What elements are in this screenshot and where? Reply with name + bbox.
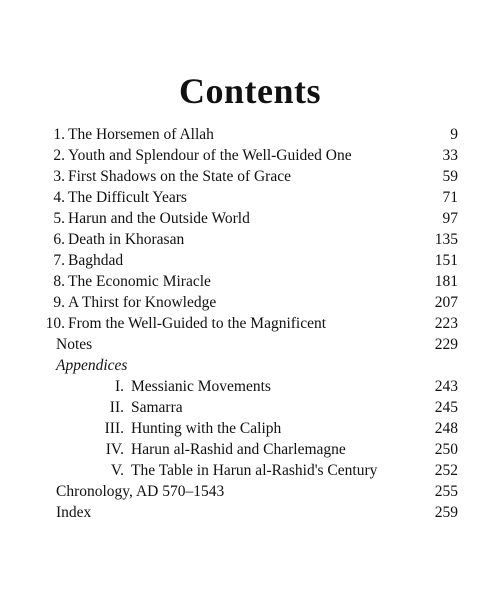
chapter-number: 1. bbox=[53, 126, 65, 143]
page-number: 259 bbox=[434, 504, 458, 521]
chapter-title: Harun and the Outside World bbox=[68, 210, 250, 227]
page-number: 59 bbox=[442, 168, 458, 185]
page-number: 248 bbox=[434, 420, 458, 437]
appendix-number: II. bbox=[109, 399, 124, 416]
chapter-number: 8. bbox=[53, 273, 65, 290]
toc-entry-chronology[interactable] bbox=[0, 481, 458, 502]
page-number: 151 bbox=[434, 252, 458, 269]
chapter-title: Baghdad bbox=[68, 252, 124, 269]
toc-entry-chapter-3[interactable] bbox=[0, 166, 458, 187]
page-number: 33 bbox=[442, 147, 458, 164]
appendices-heading-text: Appendices bbox=[56, 357, 128, 374]
chapter-number: 9. bbox=[53, 294, 65, 311]
appendix-number: V. bbox=[110, 462, 124, 479]
toc-entry-appendix-4[interactable] bbox=[0, 439, 458, 460]
chapter-title: From the Well-Guided to the Magnificent bbox=[68, 315, 327, 332]
page-number: 135 bbox=[434, 231, 458, 248]
toc-entry-chapter-6[interactable] bbox=[0, 229, 458, 250]
appendices-heading bbox=[0, 355, 458, 376]
chapter-number: 5. bbox=[53, 210, 65, 227]
toc-entry-chapter-8[interactable] bbox=[0, 271, 458, 292]
toc-entry-chapter-9[interactable] bbox=[0, 292, 458, 313]
appendix-title: The Table in Harun al-Rashid's Century bbox=[131, 462, 378, 479]
page-number: 97 bbox=[442, 210, 458, 227]
chapter-title: A Thirst for Knowledge bbox=[68, 294, 217, 311]
toc-entry-chapter-4[interactable] bbox=[0, 187, 458, 208]
chapter-number: 4. bbox=[53, 189, 65, 206]
page-number: 207 bbox=[434, 294, 458, 311]
toc-entry-chapter-1[interactable] bbox=[0, 124, 458, 145]
page-number: 250 bbox=[434, 441, 458, 458]
chapter-title: Youth and Splendour of the Well-Guided One bbox=[68, 147, 352, 164]
toc-entry-appendix-1[interactable] bbox=[0, 376, 458, 397]
toc-entry-appendix-3[interactable] bbox=[0, 418, 458, 439]
toc-entry-notes[interactable] bbox=[0, 334, 458, 355]
appendix-number: I. bbox=[114, 378, 124, 395]
entry-title: Index bbox=[56, 504, 92, 521]
page-number: 9 bbox=[450, 126, 458, 143]
page-title: Contents bbox=[178, 71, 321, 111]
toc-entry-index[interactable] bbox=[0, 502, 458, 523]
chapter-number: 10. bbox=[45, 315, 65, 332]
toc-entry-chapter-7[interactable] bbox=[0, 250, 458, 271]
chapter-title: First Shadows on the State of Grace bbox=[68, 168, 291, 185]
appendix-title: Hunting with the Caliph bbox=[131, 420, 282, 437]
toc-entry-chapter-5[interactable] bbox=[0, 208, 458, 229]
chapter-title: The Economic Miracle bbox=[68, 273, 211, 290]
toc-entry-appendix-2[interactable] bbox=[0, 397, 458, 418]
chapter-title: The Difficult Years bbox=[68, 189, 187, 206]
page-number: 181 bbox=[434, 273, 458, 290]
page-number: 245 bbox=[434, 399, 458, 416]
chapter-number: 7. bbox=[53, 252, 65, 269]
toc-entry-chapter-10[interactable] bbox=[0, 313, 458, 334]
appendix-number: IV. bbox=[105, 441, 124, 458]
entry-title: Chronology, AD 570–1543 bbox=[56, 483, 225, 500]
chapter-title: Death in Khorasan bbox=[68, 231, 185, 248]
entry-title: Notes bbox=[56, 336, 93, 353]
chapter-number: 2. bbox=[53, 147, 65, 164]
chapter-number: 6. bbox=[53, 231, 65, 248]
chapter-number: 3. bbox=[53, 168, 65, 185]
appendix-title: Samarra bbox=[131, 399, 183, 416]
page-number: 229 bbox=[434, 336, 458, 353]
page-number: 223 bbox=[434, 315, 458, 332]
page-number: 243 bbox=[434, 378, 458, 395]
appendix-title: Messianic Movements bbox=[131, 378, 271, 395]
appendix-number: III. bbox=[104, 420, 124, 437]
appendix-title: Harun al-Rashid and Charlemagne bbox=[131, 441, 346, 458]
toc-entry-appendix-5[interactable] bbox=[0, 460, 458, 481]
page-number: 71 bbox=[442, 189, 458, 206]
toc-entry-chapter-2[interactable] bbox=[0, 145, 458, 166]
page-number: 255 bbox=[434, 483, 458, 500]
chapter-title: The Horsemen of Allah bbox=[68, 126, 214, 143]
page-number: 252 bbox=[434, 462, 458, 479]
